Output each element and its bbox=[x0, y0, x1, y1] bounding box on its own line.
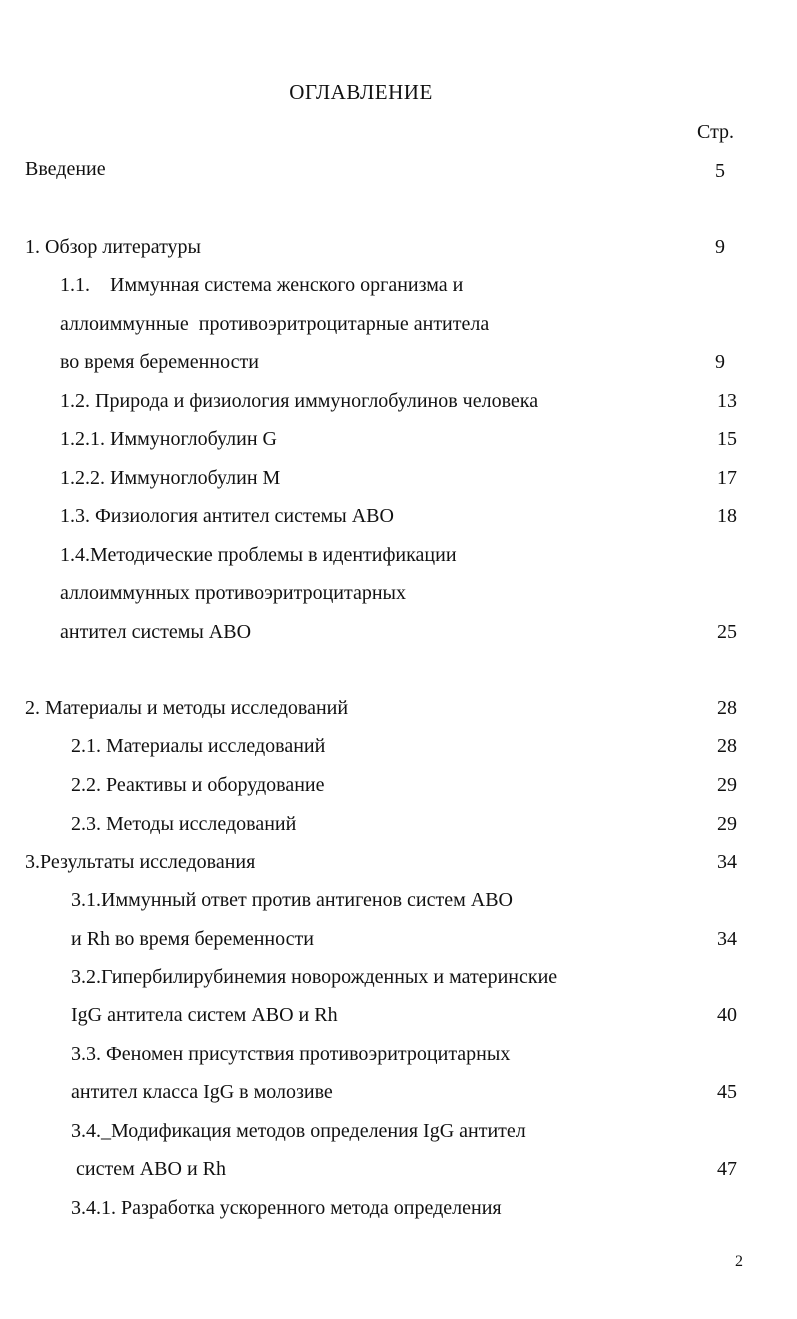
page-number: 2 bbox=[735, 1253, 743, 1270]
toc-page: 29 bbox=[717, 813, 737, 835]
toc-page: 45 bbox=[717, 1081, 737, 1103]
toc-page: 28 bbox=[717, 735, 737, 757]
toc-entry-1-4-line3: антител системы АВО bbox=[60, 621, 252, 643]
toc-entry-3-2-line2: IgG антитела систем АВО и Rh bbox=[71, 1004, 338, 1026]
toc-entry-2-3: 2.3. Методы исследований bbox=[71, 813, 297, 835]
toc-entry-3-3: 3.3. Феномен присутствия противоэритроцитарных bbox=[71, 1043, 511, 1065]
toc-entry-1-2-2: 1.2.2. Иммуноглобулин М bbox=[60, 467, 281, 489]
toc-entry-3-2: 3.2.Гипербилирубинемия новорожденных и материнские bbox=[71, 966, 558, 988]
toc-title: ОГЛАВЛЕНИЕ bbox=[289, 80, 433, 104]
page-column-header: Стр. bbox=[697, 121, 735, 143]
toc-entry-1-4-line2: аллоиммунных противоэритроцитарных bbox=[60, 582, 406, 604]
toc-entry-2-2: 2.2. Реактивы и оборудование bbox=[71, 774, 325, 796]
toc-page: 13 bbox=[717, 390, 737, 412]
toc-entry-3-4-1: 3.4.1. Разработка ускоренного метода определения bbox=[71, 1197, 502, 1219]
toc-page: 34 bbox=[717, 851, 737, 873]
toc-entry-3-1: 3.1.Иммунный ответ против антигенов систем АВО bbox=[71, 889, 513, 911]
toc-page: 34 bbox=[717, 928, 737, 950]
toc-page: 5 bbox=[715, 160, 725, 182]
toc-entry-1-1-line2: аллоиммунные противоэритроцитарные антитела bbox=[60, 313, 490, 335]
toc-page: 29 bbox=[717, 774, 737, 796]
toc-page: 47 bbox=[717, 1158, 737, 1180]
toc-entry-3-4-line2: систем АВО и Rh bbox=[71, 1158, 226, 1180]
toc-entry-1-1-line3: во время беременности bbox=[60, 351, 259, 373]
toc-entry-1-4: 1.4.Методические проблемы в идентификации bbox=[60, 544, 457, 566]
toc-page: 15 bbox=[717, 428, 737, 450]
toc-entry-1-1: 1.1. Иммунная система женского организма и bbox=[60, 274, 464, 296]
toc-page: 25 bbox=[717, 621, 737, 643]
toc-entry-2: 2. Материалы и методы исследований bbox=[25, 697, 349, 719]
toc-entry-3: 3.Результаты исследования bbox=[25, 851, 256, 873]
toc-entry-3-4: 3.4._Модификация методов определения IgG антител bbox=[71, 1120, 526, 1142]
toc-entry-1-3: 1.3. Физиология антител системы АВО bbox=[60, 505, 394, 527]
toc-entry-intro: Введение bbox=[25, 158, 106, 180]
toc-entry-1-2-1: 1.2.1. Иммуноглобулин G bbox=[60, 428, 277, 450]
toc-entry-2-1: 2.1. Материалы исследований bbox=[71, 735, 326, 757]
toc-entry-1-2: 1.2. Природа и физиология иммуноглобулинов человека bbox=[60, 390, 539, 412]
toc-page: 40 bbox=[717, 1004, 737, 1026]
toc-page: 28 bbox=[717, 697, 737, 719]
toc-entry-3-3-line2: антител класса IgG в молозиве bbox=[71, 1081, 333, 1103]
toc-page: 9 bbox=[715, 351, 725, 373]
toc-page: 18 bbox=[717, 505, 737, 527]
toc-entry-3-1-line2: и Rh во время беременности bbox=[71, 928, 314, 950]
toc-page: 9 bbox=[715, 236, 725, 258]
toc-page: 17 bbox=[717, 467, 737, 489]
toc-entry-1: 1. Обзор литературы bbox=[25, 236, 201, 258]
